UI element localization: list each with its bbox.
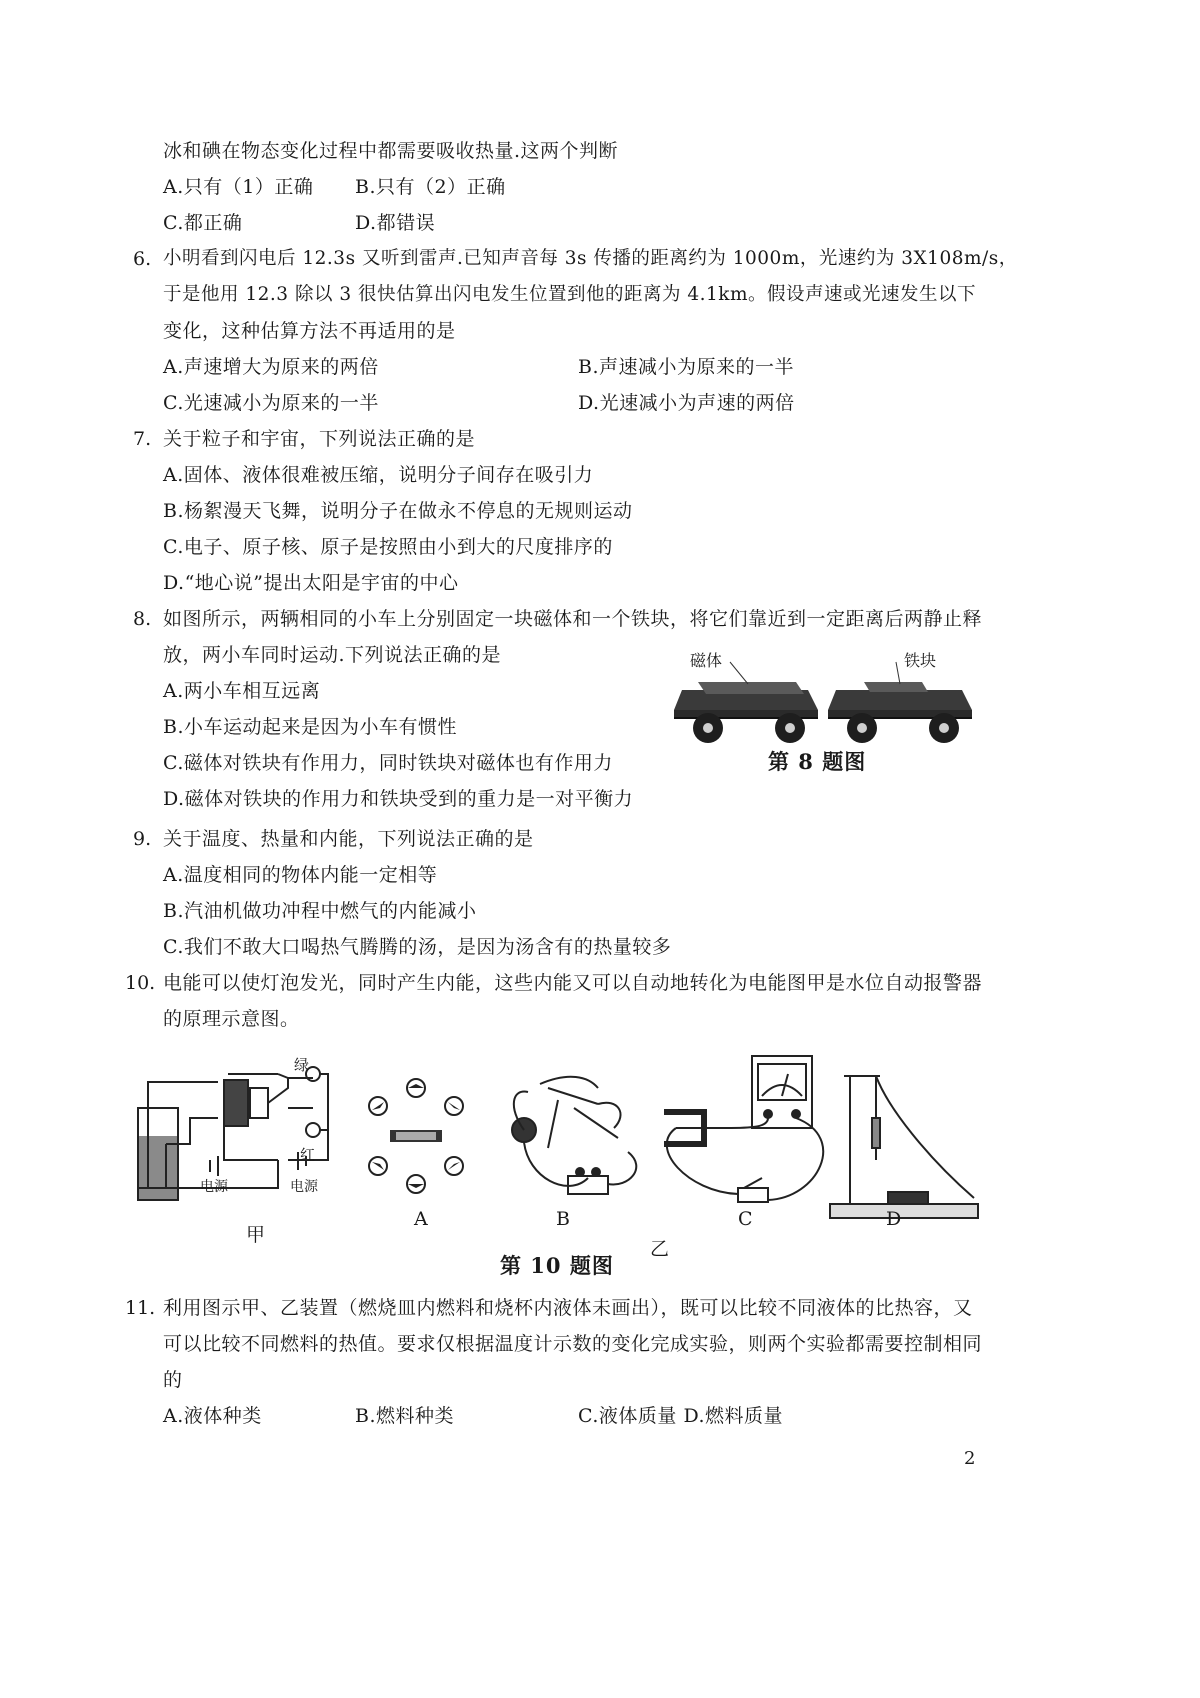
q6-option-c: C.光速减小为原来的一半 — [163, 392, 379, 414]
q10-sub-jia: 甲 — [246, 1224, 266, 1246]
q6-option-a: A.声速增大为原来的两倍 — [163, 356, 379, 378]
q9-option-b: B.汽油机做功冲程中燃气的内能减小 — [163, 900, 477, 922]
q10-panel-d: D — [886, 1208, 902, 1230]
q8-label-iron: 铁块 — [904, 651, 937, 670]
diagram-a-magnet-compasses — [369, 1079, 463, 1193]
q10-number: 10. — [125, 972, 156, 994]
q10-figure-caption: 第 10 题图 — [500, 1253, 614, 1278]
q11-number: 11. — [125, 1297, 156, 1319]
q8-number: 8. — [133, 608, 152, 630]
diagram-b-generator — [512, 1077, 636, 1194]
q7-option-b: B.杨絮漫天飞舞，说明分子在做永不停息的无规则运动 — [163, 500, 633, 522]
q8-stem-line-1: 如图所示，两辆相同的小车上分别固定一块磁体和一个铁块，将它们靠近到一定距离后两静止释 — [163, 608, 983, 630]
cart-left — [674, 682, 818, 743]
q9-number: 9. — [133, 828, 152, 850]
q11-option-a: A.液体种类 — [163, 1405, 262, 1427]
q10-panel-c: C — [738, 1208, 753, 1230]
q6-option-b: B.声速减小为原来的一半 — [578, 356, 795, 378]
q5-option-d: D.都错误 — [355, 212, 436, 234]
q5-option-a: A.只有（1）正确 — [163, 176, 314, 198]
q11-option-c-d: C.液体质量 D.燃料质量 — [578, 1405, 784, 1427]
q7-option-d: D.“地心说”提出太阳是宇宙的中心 — [163, 572, 459, 594]
q6-stem-line-1: 小明看到闪电后 12.3s 又听到雷声.已知声音每 3s 传播的距离约为 1000m，光速约为 3X108m/s， — [163, 248, 1018, 269]
q11-stem-line-2: 可以比较不同燃料的热值。要求仅根据温度计示数的变化完成实验，则两个实验都需要控制相同 — [163, 1333, 983, 1355]
q8-label-magnet: 磁体 — [690, 651, 723, 670]
cart-right — [828, 682, 972, 743]
q6-stem-line-3: 变化，这种估算方法不再适用的是 — [163, 320, 456, 342]
q10-lamp-red: 红 — [300, 1146, 316, 1164]
q10-stem-line-1: 电能可以使灯泡发光，同时产生内能，这些内能又可以自动地转化为电能图甲是水位自动报警器 — [163, 972, 983, 994]
q10-stem-line-2: 的原理示意图。 — [163, 1008, 300, 1030]
q10-panel-b: B — [556, 1208, 570, 1230]
q10-panel-a: A — [414, 1208, 428, 1230]
q8-stem-line-2: 放，两小车同时运动.下列说法正确的是 — [163, 644, 502, 666]
q10-power-1: 电源 — [200, 1179, 228, 1195]
q7-option-c: C.电子、原子核、原子是按照由小到大的尺度排序的 — [163, 536, 613, 558]
q10-power-2: 电源 — [290, 1179, 318, 1195]
q11-stem-line-1: 利用图示甲、乙装置（燃烧皿内燃料和烧杯内液体未画出），既可以比较不同液体的比热容，又 — [163, 1297, 973, 1319]
q9-stem: 关于温度、热量和内能，下列说法正确的是 — [163, 828, 534, 850]
q7-number: 7. — [133, 428, 152, 450]
diagram-c-induction — [664, 1056, 823, 1202]
q10-lamp-green: 绿 — [294, 1056, 310, 1074]
q9-option-c: C.我们不敢大口喝热气腾腾的汤，是因为汤含有的热量较多 — [163, 936, 672, 958]
q8-option-c: C.磁体对铁块有作用力，同时铁块对磁体也有作用力 — [163, 752, 613, 774]
q10-figure — [128, 1048, 988, 1278]
q5-option-b: B.只有（2）正确 — [355, 176, 506, 198]
q11-option-b: B.燃料种类 — [355, 1405, 455, 1427]
q5-option-c: C.都正确 — [163, 212, 243, 234]
q10-sub-yi: 乙 — [650, 1238, 670, 1260]
q6-option-d: D.光速减小为声速的两倍 — [578, 392, 795, 414]
q8-option-a: A.两小车相互远离 — [163, 680, 321, 702]
q8-figure-caption: 第 8 题图 — [768, 749, 867, 774]
q7-option-a: A.固体、液体很难被压缩，说明分子间存在吸引力 — [163, 464, 594, 486]
q8-option-d: D.磁体对铁块的作用力和铁块受到的重力是一对平衡力 — [163, 788, 634, 810]
q9-option-a: A.温度相同的物体内能一定相等 — [163, 864, 438, 886]
q7-stem: 关于粒子和宇宙，下列说法正确的是 — [163, 428, 476, 450]
diagram-d-stand — [830, 1076, 978, 1218]
q11-stem-line-3: 的 — [163, 1369, 183, 1391]
q8-figure-carts — [668, 648, 988, 758]
q6-stem-line-2: 于是他用 12.3 除以 3 很快估算出闪电发生位置到他的距离为 4.1km。假设声速或光速发生以下 — [163, 284, 977, 305]
q6-number: 6. — [133, 248, 152, 270]
q8-option-b: B.小车运动起来是因为小车有惯性 — [163, 716, 458, 738]
page-number: 2 — [964, 1448, 976, 1469]
q5-stem-tail: 冰和碘在物态变化过程中都需要吸收热量.这两个判断 — [163, 140, 619, 162]
